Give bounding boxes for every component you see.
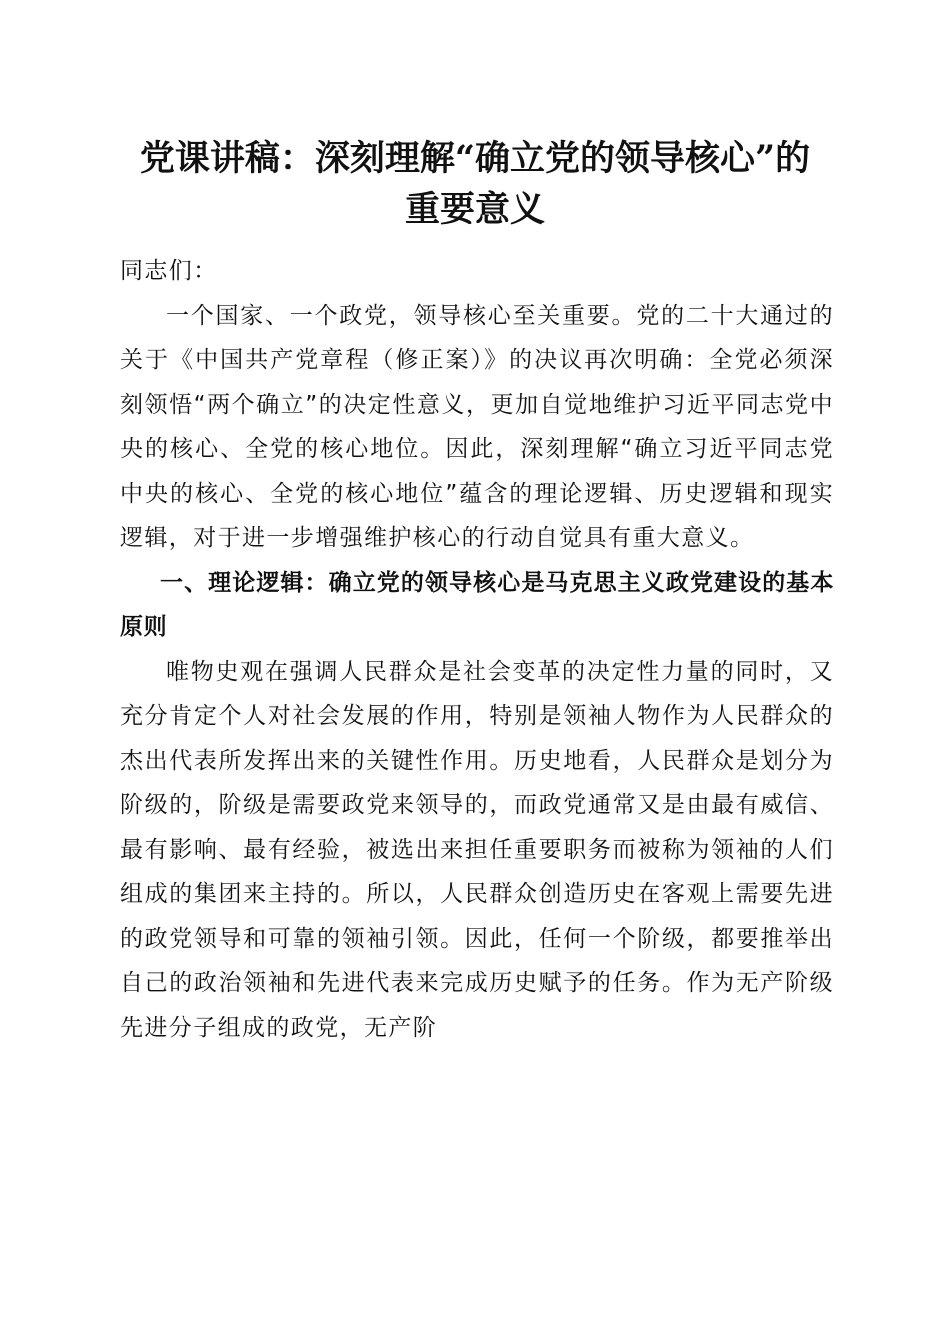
title-line-1: 党课讲稿：深刻理解“确立党的领导核心”的 <box>139 138 811 179</box>
greeting: 同志们： <box>120 258 218 284</box>
title-line-2: 重要意义 <box>404 189 545 230</box>
paragraph-theory: 唯物史观在强调人民群众是社会变革的决定性力量的同时，又充分肯定个人对社会发展的作用，特别是领袖人物作为人民群众的杰出代表所发挥出来的关键性作用。历史地看，人民群众是划分为阶级的，阶级是需要政党来领导的，而政党通常又是由最有威信、最有影响、最有经验，被选出来担任重要职务而被称为领袖的人们组成的集团来主持的。所以，人民群众创造历史在客观上需要先进的政党领导和可靠的领袖引领。因此，任何一个阶级，都要推举出自己的政治领袖和先进代表来完成历史赋予的任务。作为无产阶级先进分子组成的政党，无产阶 <box>120 658 834 1041</box>
document-body <box>120 249 834 1050</box>
section-heading-1: 一、理论逻辑：确立党的领导核心是马克思主义政党建设的基本原则 <box>120 569 834 640</box>
document-title <box>110 133 840 235</box>
paragraph-intro: 一个国家、一个政党，领导核心至关重要。党的二十大通过的关于《中国共产党章程（修正案）》的决议再次明确：全党必须深刻领悟“两个确立”的决定性意义，更加自觉地维护习近平同志党中央的核心、全党的核心地位。因此，深刻理解“确立习近平同志党中央的核心、全党的核心地位”蕴含的理论逻辑、历史逻辑和现实逻辑，对于进一步增强维护核心的行动自觉具有重大意义。 <box>120 302 834 551</box>
